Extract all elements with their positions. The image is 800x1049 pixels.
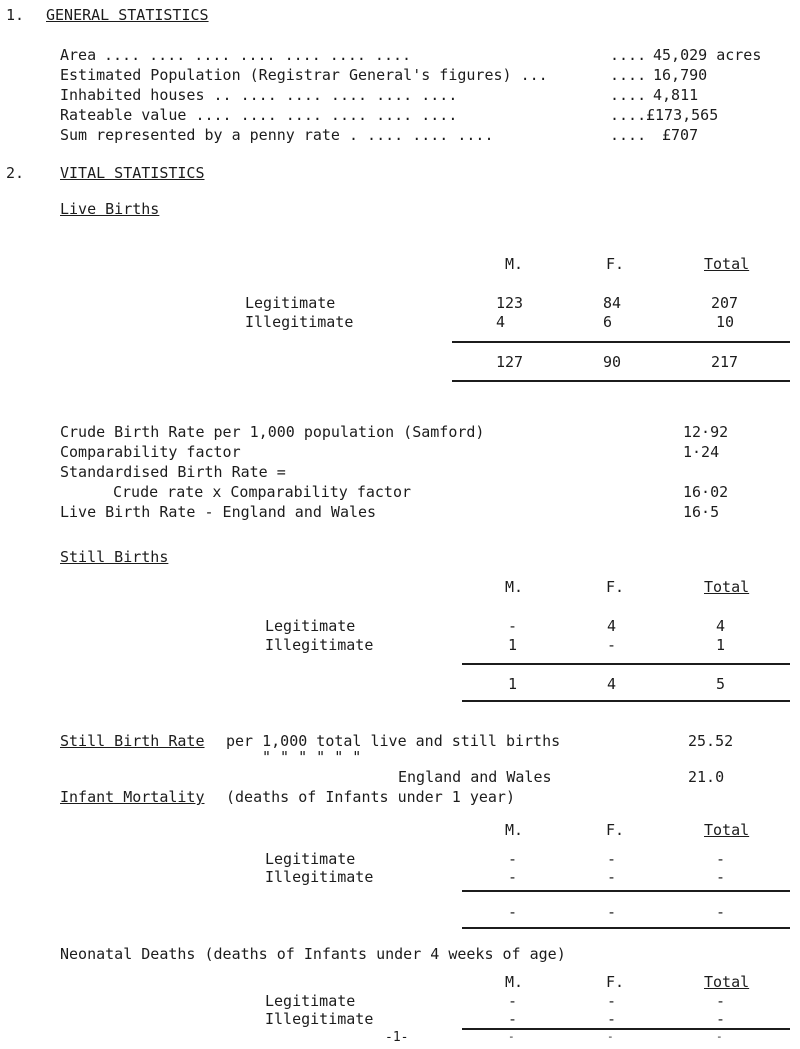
- cell-f: -: [607, 1010, 617, 1028]
- infant-mortality-text: (deaths of Infants under 1 year): [226, 788, 515, 806]
- col-total-header: Total: [704, 821, 750, 839]
- birth-rate-value: 1·24: [683, 443, 720, 461]
- infant-mortality-title: Infant Mortality: [60, 788, 205, 806]
- birth-rate-value: 16·5: [683, 503, 720, 521]
- ditto-marks: " " " " " ": [262, 748, 362, 766]
- cell-m: -: [508, 1010, 518, 1028]
- row-label: Legitimate: [265, 850, 356, 868]
- cell-f: 6: [603, 313, 613, 331]
- birth-rate-value: 16·02: [683, 483, 729, 501]
- cell-f: 4: [607, 617, 617, 635]
- england-label: England and Wales: [398, 768, 552, 786]
- col-total-header: Total: [704, 255, 750, 273]
- table-rule: [462, 890, 790, 892]
- total-f: -: [607, 1030, 614, 1043]
- col-f-header: F.: [606, 821, 625, 839]
- cell-f: 84: [603, 294, 622, 312]
- col-total-header: Total: [704, 973, 750, 991]
- england-value: 21.0: [688, 768, 725, 786]
- general-row-label: Rateable value .... .... .... .... .... ....: [60, 106, 458, 124]
- cell-m: -: [508, 850, 518, 868]
- general-row-value: 45,029 acres: [653, 46, 762, 64]
- general-row-lead: ....: [610, 106, 647, 124]
- general-row-label: Inhabited houses .. .... .... .... .... ....: [60, 86, 458, 104]
- birth-rate-label: Crude Birth Rate per 1,000 population (Samford): [60, 423, 485, 441]
- cell-f: -: [607, 636, 617, 654]
- cell-total: -: [716, 868, 726, 886]
- cell-m: 4: [496, 313, 506, 331]
- general-row-value: £173,565: [646, 106, 719, 124]
- birth-rate-value: 12·92: [683, 423, 729, 441]
- general-row-value: £707: [662, 126, 699, 144]
- still-birth-rate-title: Still Birth Rate: [60, 732, 205, 750]
- col-m-header: M.: [505, 255, 524, 273]
- page-number: -1-: [385, 1030, 409, 1045]
- still-births-title: Still Births: [60, 548, 169, 566]
- cell-total: 1: [716, 636, 726, 654]
- general-row-lead: ....: [610, 126, 647, 144]
- total-m: 1: [508, 675, 518, 693]
- cell-total: 4: [716, 617, 726, 635]
- general-row-label: Sum represented by a penny rate . .... .... ....: [60, 126, 494, 144]
- row-label: Illegitimate: [265, 636, 374, 654]
- section-2-number: 2.: [6, 164, 25, 182]
- general-row-lead: ....: [610, 86, 647, 104]
- col-f-header: F.: [606, 255, 625, 273]
- cell-total: -: [716, 1010, 726, 1028]
- col-m-header: M.: [505, 821, 524, 839]
- neonatal-title: Neonatal Deaths (deaths of Infants under 4 weeks of age): [60, 945, 566, 963]
- table-rule: [452, 341, 790, 343]
- section-1-heading: GENERAL STATISTICS: [46, 6, 209, 24]
- cell-m: -: [508, 992, 518, 1010]
- general-row-label: Area: [60, 46, 97, 64]
- col-f-header: F.: [606, 578, 625, 596]
- table-rule: [462, 700, 790, 702]
- general-row-label: Estimated Population (Registrar General's figures) ...: [60, 66, 548, 84]
- cell-m: 1: [508, 636, 518, 654]
- cell-f: -: [607, 850, 617, 868]
- cell-m: -: [508, 617, 518, 635]
- row-label: Illegitimate: [265, 868, 374, 886]
- general-row-value: 4,811: [653, 86, 699, 104]
- birth-rate-label: Crude rate x Comparability factor: [113, 483, 412, 501]
- table-rule: [462, 663, 790, 665]
- birth-rate-label: Standardised Birth Rate =: [60, 463, 286, 481]
- still-birth-rate-text: per 1,000 total live and still births: [226, 732, 561, 750]
- total-m: -: [508, 903, 518, 921]
- section-1-number: 1.: [6, 6, 25, 24]
- cell-total: 10: [716, 313, 735, 331]
- cell-m: -: [508, 868, 518, 886]
- general-row-lead: ....: [610, 66, 647, 84]
- cell-total: 207: [711, 294, 739, 312]
- table-rule: [452, 380, 790, 382]
- live-births-title: Live Births: [60, 200, 160, 218]
- col-m-header: M.: [505, 578, 524, 596]
- total-f: 90: [603, 353, 622, 371]
- still-birth-rate-value: 25.52: [688, 732, 734, 750]
- total-m: 127: [496, 353, 524, 371]
- row-label: Legitimate: [265, 992, 356, 1010]
- general-row-value: 16,790: [653, 66, 708, 84]
- row-label: Legitimate: [265, 617, 356, 635]
- cell-m: 123: [496, 294, 524, 312]
- general-row-lead: ....: [610, 46, 647, 64]
- cell-f: -: [607, 992, 617, 1010]
- total-total: 217: [711, 353, 739, 371]
- col-m-header: M.: [505, 973, 524, 991]
- total-f: -: [607, 903, 617, 921]
- birth-rate-label: Comparability factor: [60, 443, 241, 461]
- col-total-header: Total: [704, 578, 750, 596]
- total-total: -: [716, 903, 726, 921]
- total-total: -: [716, 1030, 723, 1043]
- row-label: Legitimate: [245, 294, 336, 312]
- cell-total: -: [716, 850, 726, 868]
- col-f-header: F.: [606, 973, 625, 991]
- general-row-dots: .... .... .... .... .... .... ....: [104, 46, 412, 64]
- section-2-heading: VITAL STATISTICS: [60, 164, 205, 182]
- cell-f: -: [607, 868, 617, 886]
- row-label: Illegitimate: [245, 313, 354, 331]
- total-f: 4: [607, 675, 617, 693]
- total-m: -: [508, 1030, 515, 1043]
- cell-total: -: [716, 992, 726, 1010]
- birth-rate-label: Live Birth Rate - England and Wales: [60, 503, 377, 521]
- total-total: 5: [716, 675, 726, 693]
- table-rule: [462, 927, 790, 929]
- row-label: Illegitimate: [265, 1010, 374, 1028]
